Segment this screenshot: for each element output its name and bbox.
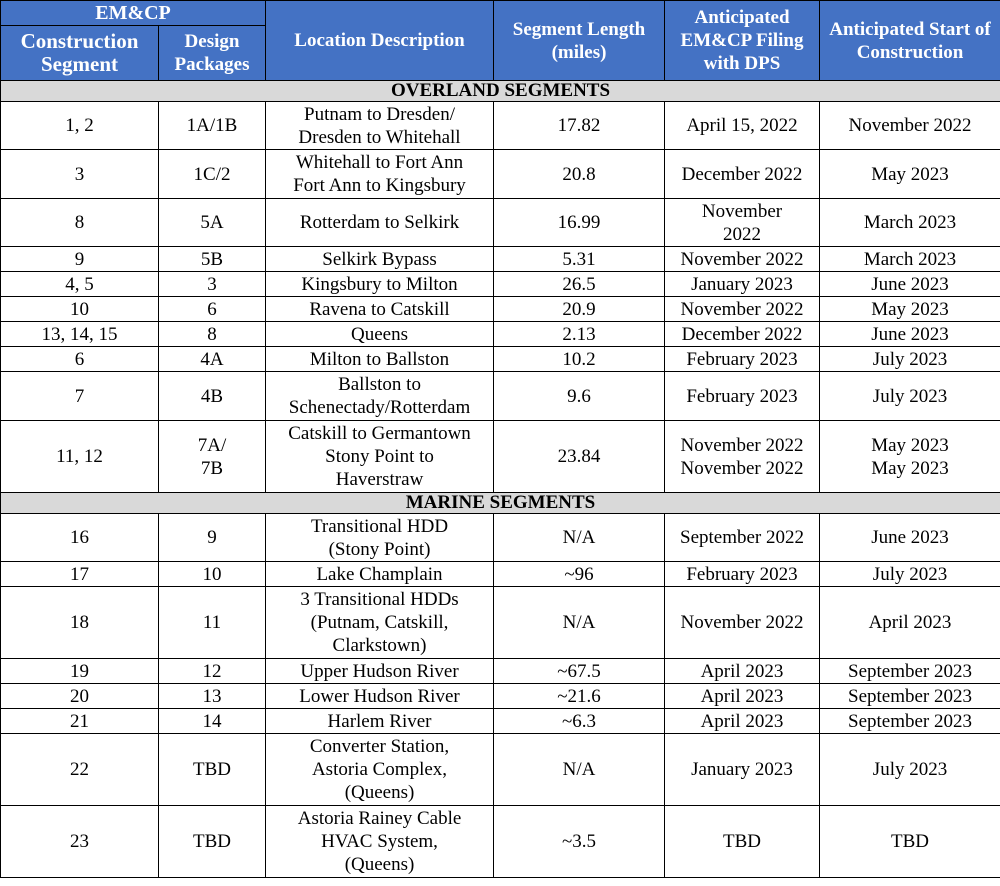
cell-segment: 17 <box>1 562 159 587</box>
table-row <box>1 421 1000 493</box>
cell-length: 16.99 <box>494 199 665 247</box>
cell-start: March 2023 <box>820 199 1000 247</box>
cell-start: September 2023 <box>820 659 1000 684</box>
cell-segment: 23 <box>1 806 159 878</box>
table-row <box>1 322 1000 347</box>
cell-segment: 1, 2 <box>1 102 159 150</box>
cell-design-package: TBD <box>159 806 266 878</box>
cell-filing: December 2022 <box>665 322 820 347</box>
cell-location: Astoria Rainey Cable HVAC System, (Queens) <box>266 806 494 878</box>
cell-length: ~21.6 <box>494 684 665 709</box>
cell-design-package: 9 <box>159 514 266 562</box>
cell-segment: 8 <box>1 199 159 247</box>
cell-filing: April 2023 <box>665 659 820 684</box>
table-row <box>1 272 1000 297</box>
cell-start: May 2023 <box>820 297 1000 322</box>
table-row <box>1 102 1000 150</box>
cell-start: November 2022 <box>820 102 1000 150</box>
header-design-packages: Design Packages <box>159 26 266 81</box>
cell-start: June 2023 <box>820 514 1000 562</box>
cell-design-package: 11 <box>159 587 266 659</box>
cell-segment: 9 <box>1 247 159 272</box>
cell-length: 17.82 <box>494 102 665 150</box>
cell-length: 20.8 <box>494 150 665 199</box>
header-segment-length: Segment Length (miles) <box>494 1 665 81</box>
cell-start: July 2023 <box>820 347 1000 372</box>
cell-length: 5.31 <box>494 247 665 272</box>
cell-segment: 16 <box>1 514 159 562</box>
cell-start: May 2023 May 2023 <box>820 421 1000 493</box>
cell-start: April 2023 <box>820 587 1000 659</box>
cell-location: Converter Station, Astoria Complex, (Queens) <box>266 734 494 806</box>
cell-design-package: 10 <box>159 562 266 587</box>
cell-design-package: 3 <box>159 272 266 297</box>
cell-filing: January 2023 <box>665 272 820 297</box>
table-row <box>1 347 1000 372</box>
cell-start: June 2023 <box>820 272 1000 297</box>
cell-location: Rotterdam to Selkirk <box>266 199 494 247</box>
cell-location: Putnam to Dresden/ Dresden to Whitehall <box>266 102 494 150</box>
section-title-overland: OVERLAND SEGMENTS <box>1 81 1000 102</box>
cell-filing: April 15, 2022 <box>665 102 820 150</box>
cell-design-package: 8 <box>159 322 266 347</box>
cell-location: Lower Hudson River <box>266 684 494 709</box>
cell-filing: April 2023 <box>665 684 820 709</box>
cell-start: March 2023 <box>820 247 1000 272</box>
cell-design-package: 1A/1B <box>159 102 266 150</box>
cell-start: September 2023 <box>820 709 1000 734</box>
table-row <box>1 684 1000 709</box>
header-start: Anticipated Start of Construction <box>820 1 1000 81</box>
cell-location: Upper Hudson River <box>266 659 494 684</box>
cell-length: ~96 <box>494 562 665 587</box>
cell-start: June 2023 <box>820 322 1000 347</box>
table-row <box>1 659 1000 684</box>
cell-design-package: 5A <box>159 199 266 247</box>
cell-segment: 11, 12 <box>1 421 159 493</box>
cell-start: September 2023 <box>820 684 1000 709</box>
cell-segment: 4, 5 <box>1 272 159 297</box>
table-row <box>1 247 1000 272</box>
table-row <box>1 514 1000 562</box>
cell-location: 3 Transitional HDDs (Putnam, Catskill, Clarkstown) <box>266 587 494 659</box>
header-location: Location Description <box>266 1 494 81</box>
cell-filing: November 2022 <box>665 297 820 322</box>
cell-filing: November 2022 <box>665 199 820 247</box>
cell-location: Ballston to Schenectady/Rotterdam <box>266 372 494 421</box>
table-row <box>1 150 1000 199</box>
cell-length: N/A <box>494 514 665 562</box>
cell-filing: February 2023 <box>665 372 820 421</box>
cell-length: 9.6 <box>494 372 665 421</box>
cell-filing: September 2022 <box>665 514 820 562</box>
header-emcp-group: EM&CP <box>1 1 266 26</box>
cell-segment: 10 <box>1 297 159 322</box>
cell-start: May 2023 <box>820 150 1000 199</box>
cell-segment: 7 <box>1 372 159 421</box>
cell-segment: 21 <box>1 709 159 734</box>
cell-filing: April 2023 <box>665 709 820 734</box>
cell-location: Ravena to Catskill <box>266 297 494 322</box>
cell-filing: TBD <box>665 806 820 878</box>
cell-length: 20.9 <box>494 297 665 322</box>
cell-start: TBD <box>820 806 1000 878</box>
table-row <box>1 709 1000 734</box>
header-filing: Anticipated EM&CP Filing with DPS <box>665 1 820 81</box>
cell-filing: January 2023 <box>665 734 820 806</box>
cell-location: Whitehall to Fort Ann Fort Ann to Kingsbury <box>266 150 494 199</box>
table-row <box>1 562 1000 587</box>
cell-design-package: 1C/2 <box>159 150 266 199</box>
cell-start: July 2023 <box>820 734 1000 806</box>
table-row <box>1 372 1000 421</box>
section-marine <box>1 493 1000 514</box>
cell-segment: 22 <box>1 734 159 806</box>
cell-location: Selkirk Bypass <box>266 247 494 272</box>
cell-length: N/A <box>494 734 665 806</box>
cell-segment: 13, 14, 15 <box>1 322 159 347</box>
cell-segment: 19 <box>1 659 159 684</box>
cell-length: 2.13 <box>494 322 665 347</box>
cell-location: Harlem River <box>266 709 494 734</box>
section-title-marine: MARINE SEGMENTS <box>1 493 1000 514</box>
cell-design-package: TBD <box>159 734 266 806</box>
cell-filing: December 2022 <box>665 150 820 199</box>
cell-design-package: 6 <box>159 297 266 322</box>
cell-segment: 20 <box>1 684 159 709</box>
cell-filing: February 2023 <box>665 562 820 587</box>
cell-start: July 2023 <box>820 562 1000 587</box>
cell-length: 10.2 <box>494 347 665 372</box>
cell-length: ~6.3 <box>494 709 665 734</box>
cell-design-package: 13 <box>159 684 266 709</box>
table-row <box>1 734 1000 806</box>
cell-segment: 3 <box>1 150 159 199</box>
cell-filing: November 2022 <box>665 247 820 272</box>
cell-location: Catskill to Germantown Stony Point to Haverstraw <box>266 421 494 493</box>
header-construction-segment: Construction Segment <box>1 26 159 81</box>
table-row <box>1 806 1000 878</box>
cell-location: Transitional HDD (Stony Point) <box>266 514 494 562</box>
cell-filing: November 2022 November 2022 <box>665 421 820 493</box>
cell-segment: 18 <box>1 587 159 659</box>
cell-location: Kingsbury to Milton <box>266 272 494 297</box>
cell-location: Milton to Ballston <box>266 347 494 372</box>
table-body <box>1 81 1000 878</box>
cell-segment: 6 <box>1 347 159 372</box>
cell-length: N/A <box>494 587 665 659</box>
section-overland <box>1 81 1000 102</box>
cell-filing: November 2022 <box>665 587 820 659</box>
cell-design-package: 12 <box>159 659 266 684</box>
cell-length: ~3.5 <box>494 806 665 878</box>
cell-filing: February 2023 <box>665 347 820 372</box>
cell-design-package: 7A/ 7B <box>159 421 266 493</box>
table-row <box>1 587 1000 659</box>
cell-location: Lake Champlain <box>266 562 494 587</box>
cell-design-package: 5B <box>159 247 266 272</box>
table-row <box>1 297 1000 322</box>
cell-start: July 2023 <box>820 372 1000 421</box>
cell-design-package: 4A <box>159 347 266 372</box>
cell-design-package: 14 <box>159 709 266 734</box>
table-row <box>1 199 1000 247</box>
cell-design-package: 4B <box>159 372 266 421</box>
cell-length: 26.5 <box>494 272 665 297</box>
cell-location: Queens <box>266 322 494 347</box>
cell-length: ~67.5 <box>494 659 665 684</box>
cell-length: 23.84 <box>494 421 665 493</box>
